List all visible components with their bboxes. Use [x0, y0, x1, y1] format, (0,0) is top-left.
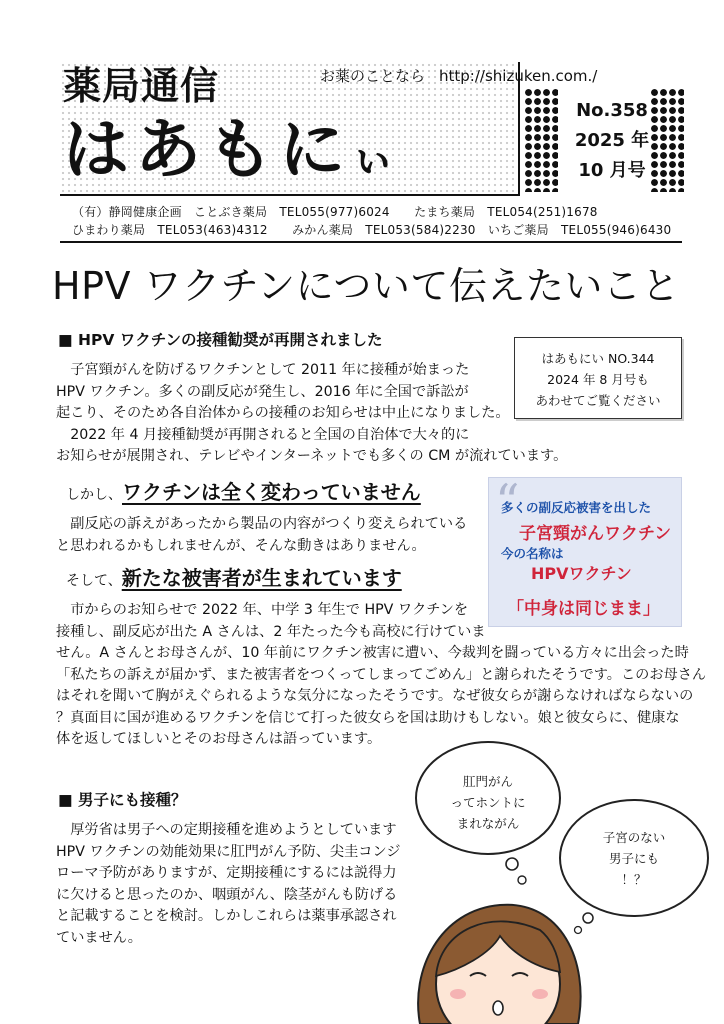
section1-line: お知らせが展開され、テレビやインターネットでも多くの CM が流れています。	[56, 448, 568, 464]
section1-line: 2022 年 4 月接種勧奨が再開されると全国の自治体で大々的に	[56, 426, 470, 443]
pharmacy-list-line1: （有）静岡健康企画 ことぶき薬局 TEL055(977)6024 たまち薬局 TEL054(251)1678	[72, 205, 598, 219]
pharmacy-list-line2: ひまわり薬局 TEL053(463)4312 みかん薬局 TEL053(584)2230 いちご薬局 TEL055(946)6430	[72, 223, 672, 237]
note-line: あわせてご覧ください	[535, 393, 661, 408]
masthead-title-small: ぃ	[351, 132, 395, 183]
quote-mark-icon: “	[495, 474, 520, 530]
paragraph-line: はそれを聞いて胸がえぐられるような気分になったそうです。なぜ彼女らが謝らなければならないの	[56, 688, 694, 704]
section2-line: に欠けると思ったのか、咽頭がん、陰茎がんも防げる	[56, 886, 398, 903]
section2-line: ローマ予防がありますが、定期接種にするには説得力	[56, 865, 397, 881]
bubble-line: 子宮のない	[602, 830, 666, 845]
section1-line: 起こり、そのため各自治体からの接種のお知らせは中止になりました。	[56, 405, 510, 421]
lead-new-victims	[66, 564, 402, 595]
tagline-text: お薬のことなら	[320, 67, 426, 85]
masthead-title-main: はあもに	[63, 111, 351, 188]
section-heading-boys: ■ 男子にも接種？	[58, 791, 187, 809]
section-heading-recommendation: ■ HPV ワクチンの接種勧奨が再開されました	[58, 331, 383, 349]
bubble-line: ！？	[621, 872, 647, 887]
thought-bubble-right-text	[590, 827, 678, 890]
bubble-line: 肛門がん	[462, 774, 513, 789]
section2-line: 厚労省は男子への定期接種を進めようとしています	[56, 822, 397, 838]
section2-line: と記載することを検討。しかしこれらは薬事承認され	[56, 908, 397, 924]
masthead-tagline	[320, 66, 597, 86]
girl-face-icon	[418, 905, 581, 1024]
note-line: はあもにい NO.344	[541, 351, 655, 366]
callout-line: 「中身は同じまま」	[507, 599, 660, 619]
paragraph-new-victims	[56, 600, 706, 751]
section2-body	[56, 820, 401, 949]
paragraph-no-change	[56, 514, 467, 557]
section1-body	[56, 360, 567, 468]
paragraph-line: 市からのお知らせで 2022 年、中学 3 年生で HPV ワクチンを	[56, 602, 469, 618]
thought-bubble-tail	[506, 858, 518, 870]
lead-no-change	[66, 478, 421, 509]
callout-line: 今の名称は	[501, 546, 564, 561]
section1-line: HPV ワクチン。多くの副反応が発生し、2016 年に全国で訴訟が	[56, 383, 469, 400]
thought-bubble-left-text	[444, 771, 532, 834]
page-headline: HPV ワクチンについて伝えたいこと	[52, 264, 680, 308]
note-line: 2024 年 8 月号も	[547, 372, 649, 387]
issue-year: 2025 年	[574, 130, 650, 151]
issue-number: No.358	[576, 100, 648, 121]
issue-info	[566, 96, 658, 186]
paragraph-line: 副反応の訴えがあったから製品の内容がつくり変えられている	[56, 516, 468, 532]
section1-line: 子宮頸がんを防げるワクチンとして 2011 年に接種が始まった	[56, 362, 470, 378]
lead-prefix: そして、	[66, 573, 122, 589]
lead-emphasis: ワクチンは全く変わっていません	[122, 480, 421, 504]
header-divider	[60, 241, 682, 243]
paragraph-line: 「私たちの訴えが届かず、また被害者をつくってしまってごめん」と謝られたそうです。このお母さん	[56, 666, 707, 683]
lead-prefix: しかし、	[66, 487, 122, 503]
bubble-line: ってホントに	[450, 795, 526, 810]
lead-emphasis: 新たな被害者が生まれています	[121, 566, 402, 590]
thought-bubble-tail	[575, 927, 582, 934]
thought-bubble-tail	[518, 876, 526, 884]
bubble-line: 男子にも	[608, 851, 659, 866]
dot-pattern-left	[524, 88, 558, 192]
thought-bubble-tail	[583, 913, 593, 923]
callout-line: 子宮頸がんワクチン	[519, 524, 672, 544]
section2-line: HPV ワクチンの効能効果に肛門がん予防、尖圭コンジ	[56, 843, 401, 860]
masthead-title	[63, 110, 395, 198]
issue-month: 10 月号	[578, 160, 646, 181]
callout-line: HPVワクチン	[531, 564, 632, 583]
paragraph-line: と思われるかもしれませんが、そんな動きはありません。	[56, 537, 426, 554]
paragraph-line: 体を返してほしいとそのお母さんは語っています。	[56, 731, 382, 747]
paragraph-line: 接種し、副反応が出た A さんは、2 年たった今も高校に行けていま	[56, 623, 486, 640]
masthead-subtitle: 薬局通信	[63, 64, 220, 108]
paragraph-line: せん。A さんとお母さんが、10 年前にワクチン被害に遭い、今裁判を闘っている方々に出会った時	[56, 645, 689, 661]
paragraph-line: ？真面目に国が進めるワクチンを信じて打った彼女らを国は助けもしない。娘と彼女らに、健康な	[56, 709, 680, 726]
website-url[interactable]: http://shizuken.com./	[439, 67, 598, 85]
bubble-line: まれながん	[456, 816, 520, 831]
callout-line: 多くの副反応被害を出した	[501, 500, 652, 515]
section2-line: ていません。	[56, 929, 142, 946]
reference-note-box	[514, 337, 682, 419]
